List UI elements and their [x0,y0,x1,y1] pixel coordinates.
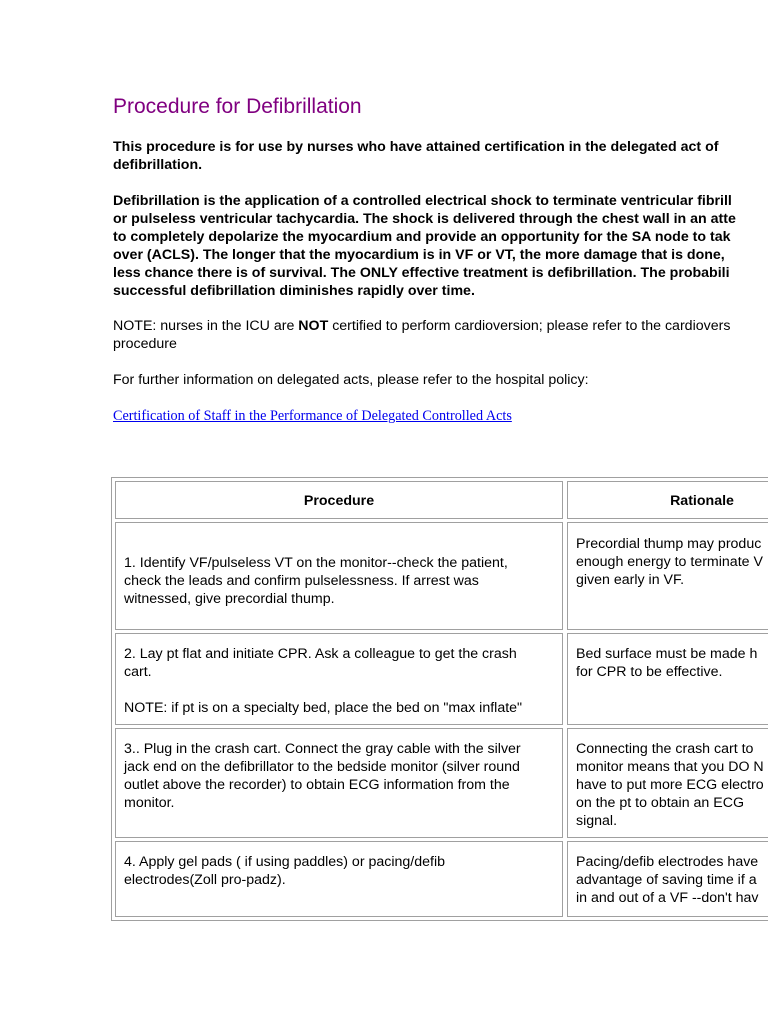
row1-rationale-line-3: given early in VF. [576,572,685,588]
row3-rationale-line-1: Connecting the crash cart to [576,741,754,757]
row2-rationale-line-1: Bed surface must be made h [576,646,758,662]
row3-rationale-line-2: monitor means that you DO N [576,759,764,775]
further-info-text: For further information on delegated acts, please refer to the hospital policy: [113,372,589,388]
definition-line-3: to completely depolarize the myocardium and provide an opportunity for the SA node to tak [113,229,731,245]
definition-line-4: over (ACLS). The longer that the myocardium is in VF or VT, the more damage that is done, [113,247,725,263]
row1-rationale-line-1: Precordial thump may produc [576,536,762,552]
table-row-2-procedure [115,633,563,725]
intro-line-1: This procedure is for use by nurses who have attained certification in the delegated act of [113,139,719,155]
row3-procedure-line-4: monitor. [124,795,175,811]
row2-procedure-line-1: 2. Lay pt flat and initiate CPR. Ask a colleague to get the crash [124,646,517,662]
procedure-table [111,477,768,921]
page-title: Procedure for Defibrillation [113,95,362,118]
definition-line-2: or pulseless ventricular tachycardia. The shock is delivered through the chest wall in an atte [113,211,736,227]
note-emphasis: NOT [298,318,329,334]
row2-procedure-line-4: NOTE: if pt is on a specialty bed, place the bed on "max inflate" [124,700,523,716]
row1-procedure-line-2: check the leads and confirm pulselessness. If arrest was [124,573,479,589]
row1-procedure-line-1: 1. Identify VF/pulseless VT on the monitor--check the patient, [124,555,508,571]
table-row-4-procedure [115,841,563,917]
intro-line-2: defibrillation. [113,157,203,173]
definition-line-1: Defibrillation is the application of a controlled electrical shock to terminate ventricular fibrill [113,193,732,209]
note-suffix: certified to perform cardioversion; please refer to the cardiovers [328,318,731,334]
table-row-3-rationale [567,728,768,838]
note-prefix: NOTE: nurses in the ICU are [113,318,299,334]
table-row-1-procedure [115,522,563,630]
header-rationale: Rationale [670,493,734,509]
row3-rationale-line-3: have to put more ECG electro [576,777,764,793]
row3-rationale-line-4: on the pt to obtain an ECG [576,795,744,811]
row3-rationale-line-5: signal. [576,813,618,829]
note-line-2: procedure [113,336,177,352]
row3-procedure-line-3: outlet above the recorder) to obtain ECG information from the [124,777,510,793]
row3-procedure-line-1: 3.. Plug in the crash cart. Connect the gray cable with the silver [124,741,521,757]
row4-rationale-line-2: advantage of saving time if a [576,872,757,888]
header-cell-rationale [567,481,768,519]
table-row-2-rationale [567,633,768,725]
definition-line-6: successful defibrillation diminishes rapidly over time. [113,283,475,299]
row4-procedure-line-1: 4. Apply gel pads ( if using paddles) or pacing/defib [124,854,445,870]
table-row-4-rationale [567,841,768,917]
row4-procedure-line-2: electrodes(Zoll pro-padz). [124,872,286,888]
row2-procedure-line-2: cart. [124,664,152,680]
policy-link[interactable]: Certification of Staff in the Performance of Delegated Controlled Acts [113,408,512,424]
table-row-3-procedure [115,728,563,838]
row4-rationale-line-3: in and out of a VF --don't hav [576,890,759,906]
table-row-1-rationale [567,522,768,630]
row4-rationale-line-1: Pacing/defib electrodes have [576,854,759,870]
definition-line-5: less chance there is of survival. The ONLY effective treatment is defibrillation. The probabili [113,265,730,281]
note-line-1 [113,317,730,335]
header-procedure: Procedure [303,493,375,509]
row3-procedure-line-2: jack end on the defibrillator to the bedside monitor (silver round [124,759,520,775]
row1-procedure-line-3: witnessed, give precordial thump. [124,591,335,607]
row1-rationale-line-2: enough energy to terminate V [576,554,763,570]
header-cell-procedure [115,481,563,519]
row2-rationale-line-2: for CPR to be effective. [576,664,723,680]
